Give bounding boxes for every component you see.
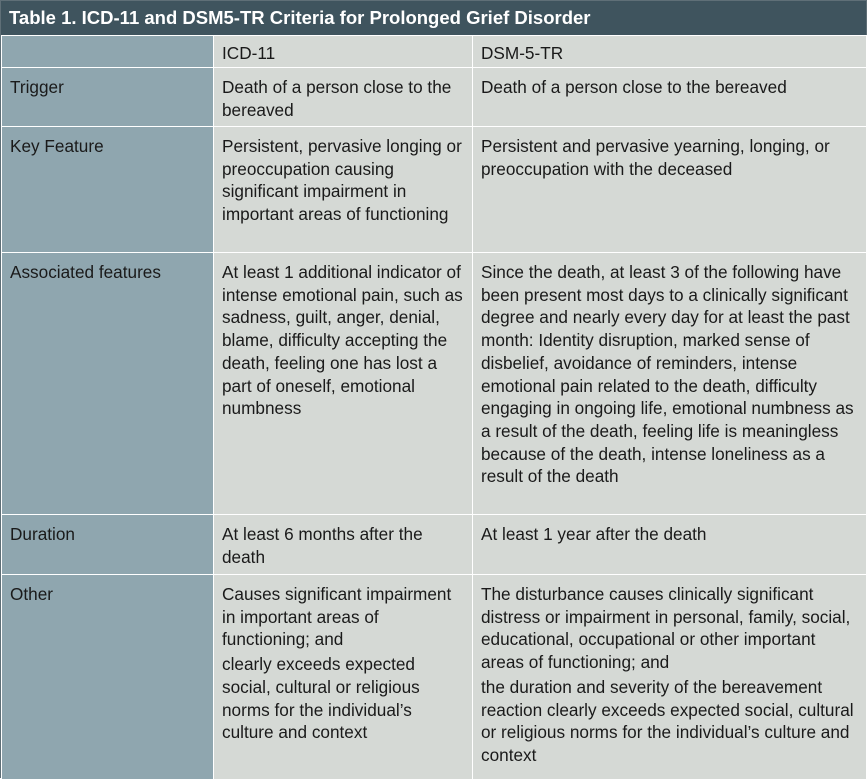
cell-text: clearly exceeds expected social, cultural or religious norms for the individual’s culture and context xyxy=(222,654,420,743)
row-label-other: Other xyxy=(2,575,214,780)
cell-text: the duration and severity of the bereavement reaction clearly exceeds expected social, cultural or religious norms for the individual’s culture and context xyxy=(481,676,854,765)
cell-text: At least 1 additional indicator of intense emotional pain, such as sadness, guilt, anger, denial, blame, difficulty accepting the death, feeling one has lost a part of oneself, emotional numbness xyxy=(222,262,463,419)
cell-icd-duration xyxy=(214,515,473,575)
row-label-associated-features: Associated features xyxy=(2,253,214,515)
table-row xyxy=(2,575,867,780)
cell-text: Death of a person close to the bereaved xyxy=(481,77,787,97)
table-row xyxy=(2,127,867,253)
cell-dsm-key-feature xyxy=(473,127,867,253)
cell-dsm-trigger xyxy=(473,68,867,127)
table-header-row xyxy=(2,36,867,68)
cell-icd-associated-features xyxy=(214,253,473,515)
table-row xyxy=(2,515,867,575)
cell-dsm-associated-features xyxy=(473,253,867,515)
row-label-trigger: Trigger xyxy=(2,68,214,127)
cell-text: Persistent, pervasive longing or preoccupation causing significant impairment in important areas of functioning xyxy=(222,136,462,225)
table-title: Table 1. ICD-11 and DSM5-TR Criteria for Prolonged Grief Disorder xyxy=(1,1,866,35)
cell-text: Since the death, at least 3 of the following have been present most days to a clinically significant degree and nearly every day for at least the past month: Identity disruption, marked sense of disbelief, avoidance of reminders, intense emotional pain related to the death, difficulty engaging in ongoing life, emotional numbness as a result of the death, feeling life is meaningless because of the death, intense loneliness as a result of the death xyxy=(481,262,854,487)
row-label-key-feature: Key Feature xyxy=(2,127,214,253)
cell-dsm-duration xyxy=(473,515,867,575)
header-label-cell xyxy=(2,36,214,68)
row-label-duration: Duration xyxy=(2,515,214,575)
cell-icd-trigger xyxy=(214,68,473,127)
cell-text: At least 1 year after the death xyxy=(481,524,707,544)
cell-text: At least 6 months after the death xyxy=(222,524,423,567)
header-dsm-5-tr: DSM-5-TR xyxy=(473,36,867,68)
header-icd-11: ICD-11 xyxy=(214,36,473,68)
cell-text: Persistent and pervasive yearning, longing, or preoccupation with the deceased xyxy=(481,136,830,179)
cell-text: The disturbance causes clinically significant distress or impairment in personal, family, social, educational, occupational or other important areas of functioning; and xyxy=(481,584,851,673)
cell-dsm-other xyxy=(473,575,867,780)
cell-text: Death of a person close to the bereaved xyxy=(222,77,452,120)
cell-text: Causes significant impairment in important areas of functioning; and xyxy=(222,584,452,650)
cell-icd-other xyxy=(214,575,473,780)
criteria-table xyxy=(1,35,867,780)
cell-icd-key-feature xyxy=(214,127,473,253)
table-row xyxy=(2,68,867,127)
table-row xyxy=(2,253,867,515)
